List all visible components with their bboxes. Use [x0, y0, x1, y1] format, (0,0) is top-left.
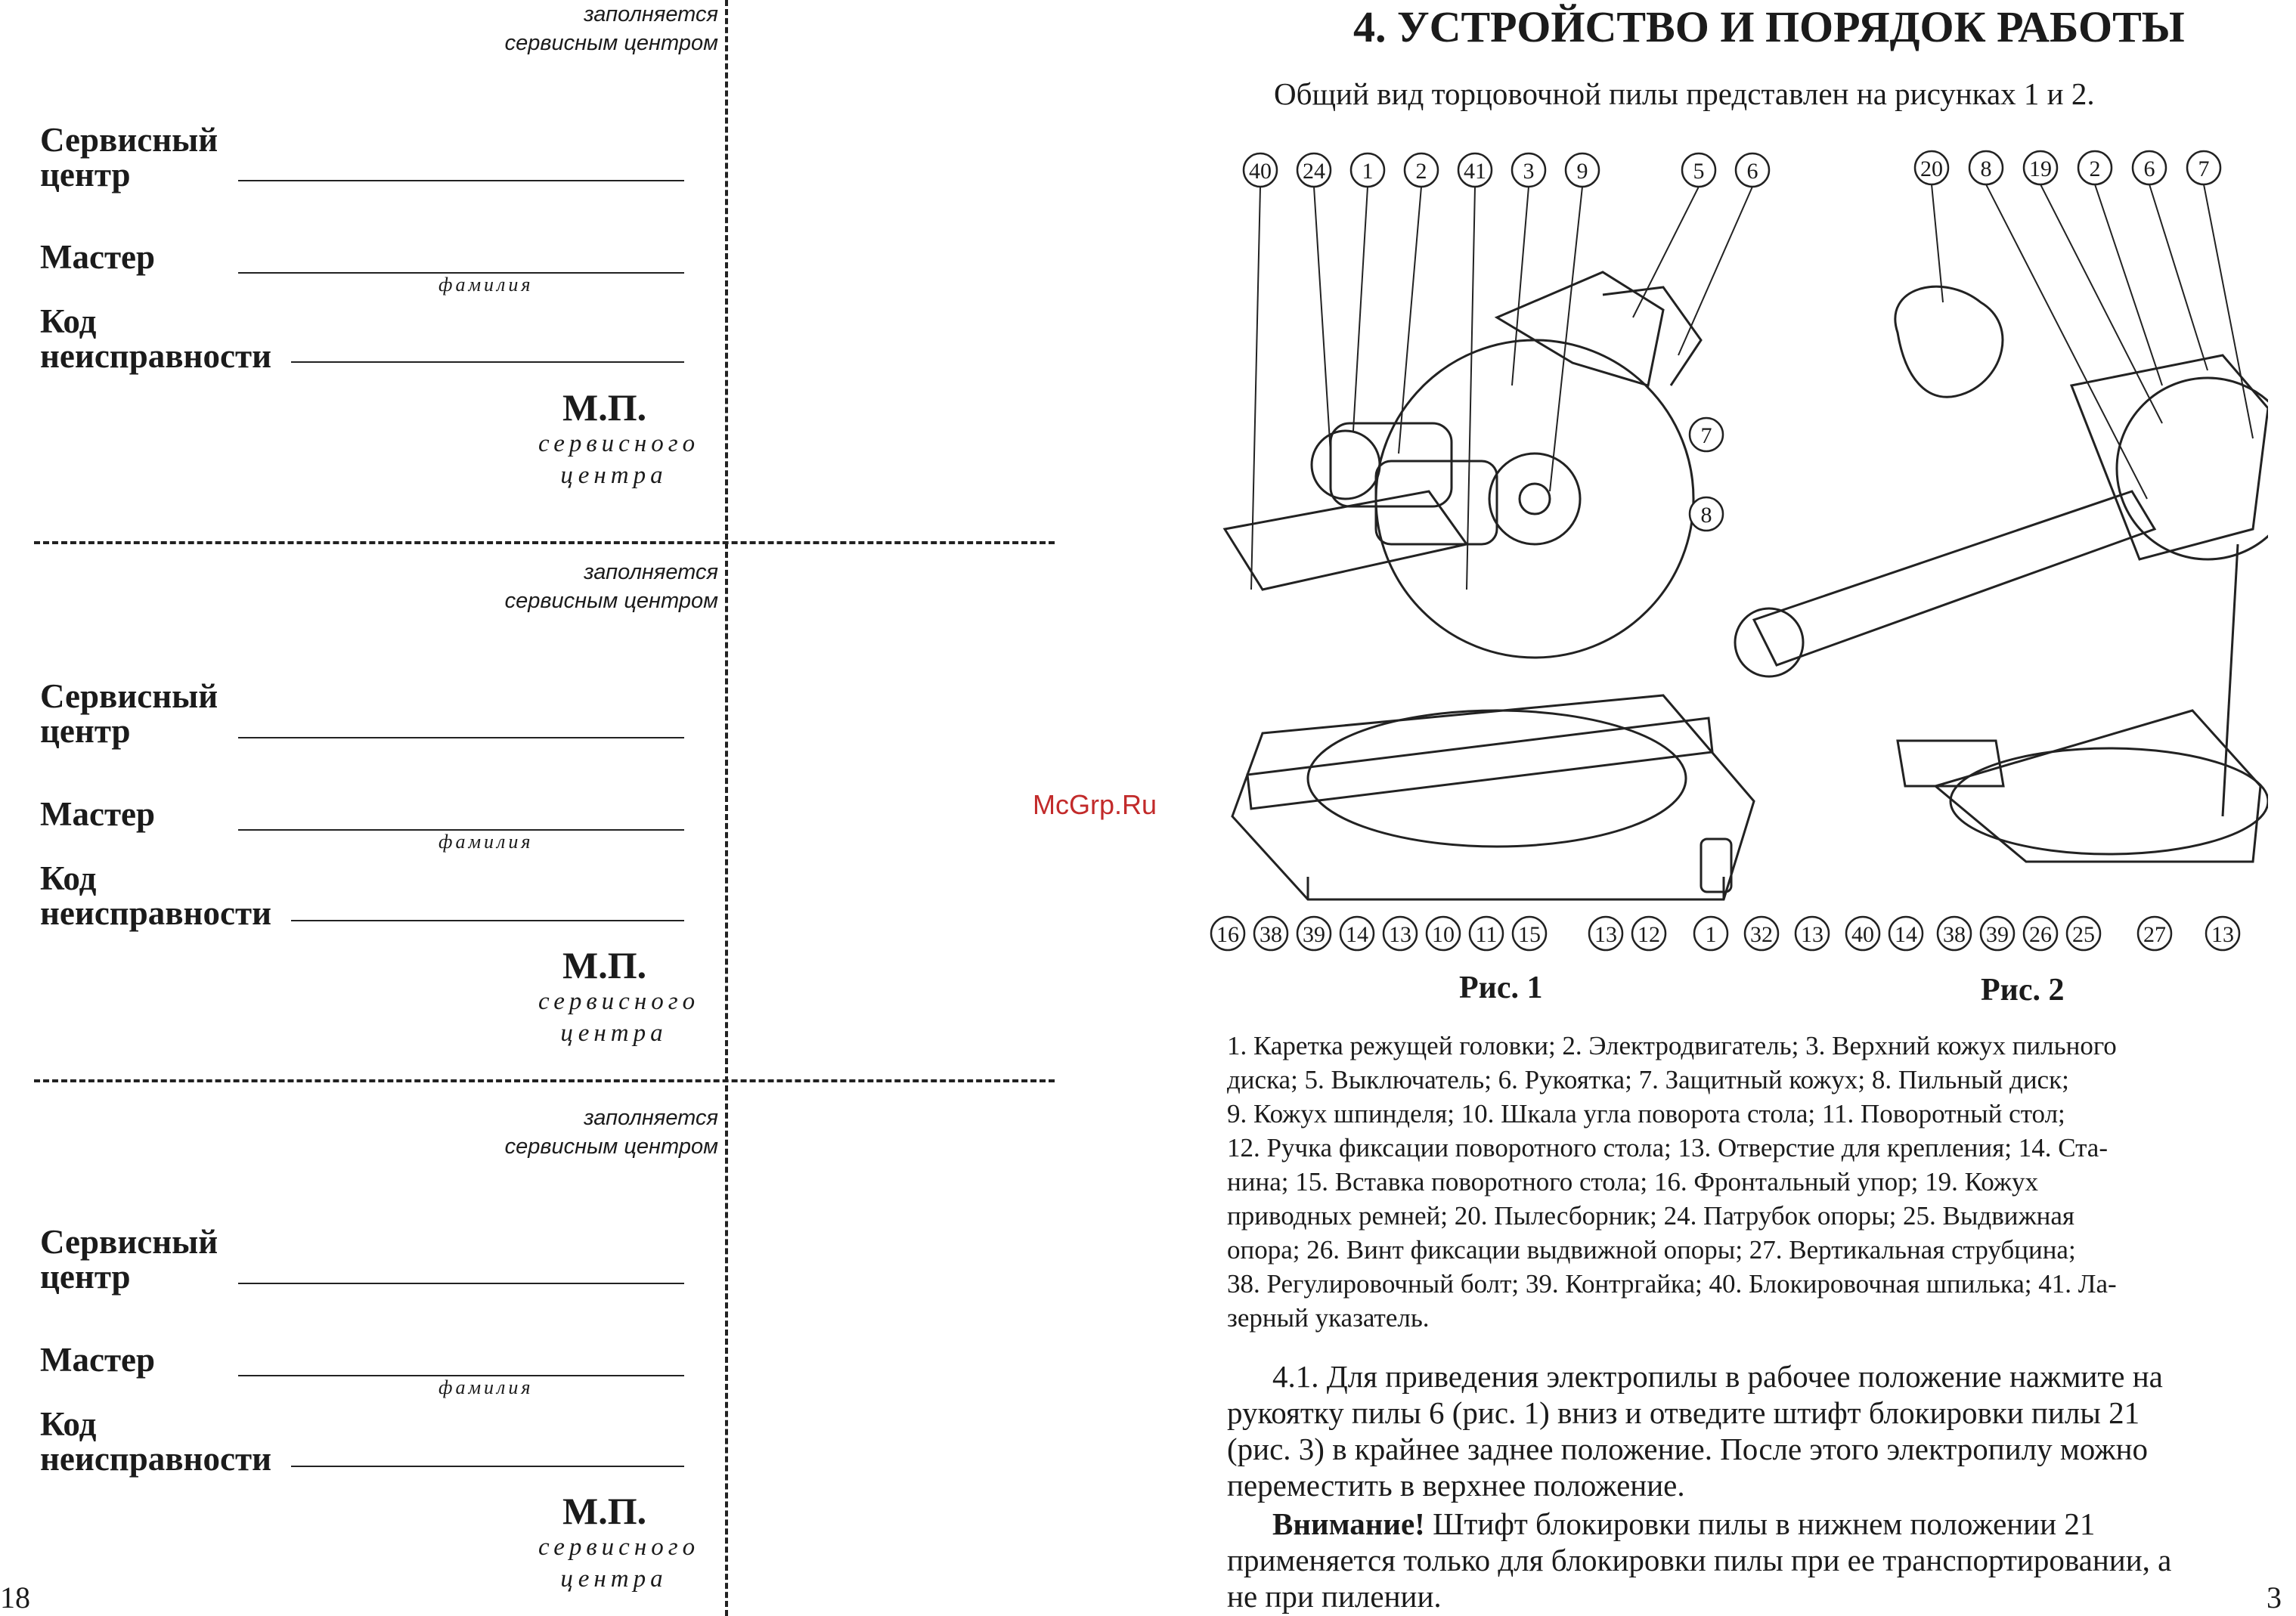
- callout-label: 13: [1594, 922, 1617, 947]
- legend-line: зерный указатель.: [1227, 1303, 1430, 1333]
- instruction-paragraph: [1227, 1358, 2244, 1503]
- callout-label: 40: [1851, 922, 1874, 947]
- callout-label: 38: [1943, 922, 1966, 947]
- para-line: 4.1. Для приведения электропилы в рабочее положение нажмите на: [1272, 1359, 2163, 1394]
- callout-label: 7: [1700, 423, 1712, 448]
- callout-label: 3: [1523, 159, 1535, 184]
- stamp-sub: сервисного центра: [538, 430, 700, 489]
- master-label: Мастер: [40, 1341, 156, 1379]
- intro-text: Общий вид торцовочной пилы представлен на рисунках 1 и 2.: [1274, 76, 2095, 111]
- callout-label: 13: [2211, 922, 2234, 947]
- callout-label: 15: [1518, 922, 1541, 947]
- para-line: переместить в верхнее положение.: [1227, 1468, 1685, 1503]
- stamp-sub: сервисного центра: [538, 988, 700, 1047]
- para-line: применяется только для блокировки пилы при ее транспортировании, а: [1227, 1543, 2172, 1577]
- legend-line: 9. Кожух шпинделя; 10. Шкала угла поворота стола; 11. Поворотный стол;: [1227, 1099, 2065, 1128]
- legend-line: 1. Каретка режущей головки; 2. Электродвигатель; 3. Верхний кожух пильного: [1227, 1031, 2117, 1060]
- callout-label: 39: [1986, 922, 2009, 947]
- section-title: 4. УСТРОЙСТВО И ПОРЯДОК РАБОТЫ: [1353, 2, 2185, 51]
- stamp-label: М.П.: [562, 944, 647, 986]
- service-center-line: [238, 737, 684, 738]
- callout-label: 25: [2072, 922, 2095, 947]
- legend-line: приводных ремней; 20. Пылесборник; 24. Патрубок опоры; 25. Выдвижная: [1227, 1201, 2075, 1231]
- legend-line: нина; 15. Вставка поворотного стола; 16. Фронтальный упор; 19. Кожух: [1227, 1167, 2039, 1197]
- filled-by-note: заполняется сервисным центром: [504, 1106, 718, 1159]
- service-center-line: [238, 180, 684, 181]
- vertical-cut-line: [725, 0, 728, 1616]
- legend-line: опора; 26. Винт фиксации выдвижной опоры; 27. Вертикальная струбцина;: [1227, 1235, 2076, 1265]
- callout-label: 8: [1980, 156, 1992, 181]
- callout-label: 13: [1389, 922, 1411, 947]
- callout-label: 12: [1638, 922, 1660, 947]
- callout-label: 1: [1362, 159, 1374, 184]
- master-label: Мастер: [40, 795, 156, 833]
- callout-label: 41: [1464, 159, 1486, 184]
- para-line: не при пилении.: [1227, 1579, 1442, 1614]
- callout-label: 6: [1746, 159, 1758, 184]
- figure-2-drawing: [1735, 286, 2268, 862]
- surname-hint: фамилия: [438, 274, 534, 296]
- fault-code-label: Код неисправности: [40, 1405, 271, 1478]
- figure-2-top-callouts: [1915, 151, 2220, 184]
- callout-label: 7: [2198, 156, 2210, 181]
- callout-label: 6: [2143, 156, 2155, 181]
- callout-label: 32: [1750, 922, 1773, 947]
- fault-code-label: Код неисправности: [40, 859, 271, 932]
- callout-label: 14: [1346, 922, 1368, 947]
- figure-1-caption: Рис. 1: [1459, 971, 1543, 1005]
- service-center-label: Сервисный центр: [40, 121, 218, 193]
- figure-1-drawing: [1225, 272, 1754, 899]
- stamp-sub: сервисного центра: [538, 1534, 700, 1593]
- callout-label: 14: [1895, 922, 1917, 947]
- callout-label: 13: [1801, 922, 1823, 947]
- fault-code-line: [291, 1466, 684, 1467]
- page-number-left: 18: [0, 1580, 30, 1614]
- callout-label: 40: [1249, 159, 1272, 184]
- para-line: Внимание! Штифт блокировки пилы в нижнем положении 21: [1272, 1506, 2096, 1541]
- para-line: (рис. 3) в крайнее заднее положение. После этого электропилу можно: [1227, 1432, 2149, 1466]
- callout-label: 2: [1415, 159, 1427, 184]
- callout-label: 20: [1920, 156, 1943, 181]
- service-center-label: Сервисный центр: [40, 1223, 218, 1296]
- fault-code-line: [291, 361, 684, 363]
- fault-code-label: Код неисправности: [40, 302, 271, 375]
- horizontal-cut-line-1: [34, 541, 1055, 544]
- callout-label: 8: [1700, 503, 1712, 528]
- parts-legend: [1227, 1029, 2244, 1335]
- legend-line: 12. Ручка фиксации поворотного стола; 13. Отверстие для крепления; 14. Ста-: [1227, 1133, 2108, 1162]
- service-center-line: [238, 1283, 684, 1284]
- callout-label: 39: [1303, 922, 1325, 947]
- callout-label: 2: [2089, 156, 2101, 181]
- callout-label: 11: [1475, 922, 1498, 947]
- leader-lines: [1251, 184, 2253, 590]
- callout-label: 19: [2029, 156, 2052, 181]
- miter-saw-illustrations: [1179, 136, 2268, 975]
- callout-label: 9: [1576, 159, 1588, 184]
- legend-line: 38. Регулировочный болт; 39. Контргайка; 40. Блокировочная шпилька; 41. Ла-: [1227, 1269, 2117, 1299]
- warning-label: Внимание!: [1272, 1506, 1425, 1541]
- surname-hint: фамилия: [438, 831, 534, 853]
- fault-code-line: [291, 920, 684, 921]
- callout-label: 24: [1303, 159, 1325, 184]
- master-label: Мастер: [40, 238, 156, 276]
- filled-by-note: заполняется сервисным центром: [504, 2, 718, 55]
- callout-label: 10: [1432, 922, 1455, 947]
- legend-line: диска; 5. Выключатель; 6. Рукоятка; 7. Защитный кожух; 8. Пильный диск;: [1227, 1065, 2069, 1094]
- filled-by-note: заполняется сервисным центром: [504, 560, 718, 613]
- callout-label: 26: [2029, 922, 2052, 947]
- stamp-label: М.П.: [562, 386, 647, 429]
- callout-label: 27: [2143, 922, 2166, 947]
- callout-label: 5: [1693, 159, 1705, 184]
- service-center-label: Сервисный центр: [40, 677, 218, 750]
- figure-2-caption: Рис. 2: [1981, 973, 2065, 1008]
- callout-label: 16: [1216, 922, 1239, 947]
- horizontal-cut-line-2: [34, 1079, 1055, 1082]
- surname-hint: фамилия: [438, 1376, 534, 1398]
- callout-label: 38: [1260, 922, 1282, 947]
- stamp-label: М.П.: [562, 1490, 647, 1532]
- warning-paragraph: [1227, 1506, 2244, 1614]
- page-number-right: 3: [2267, 1580, 2282, 1614]
- para-line: рукоятку пилы 6 (рис. 1) вниз и отведите штифт блокировки пилы 21: [1227, 1395, 2140, 1430]
- callout-label: 1: [1705, 922, 1717, 947]
- watermark: McGrp.Ru: [1033, 789, 1157, 820]
